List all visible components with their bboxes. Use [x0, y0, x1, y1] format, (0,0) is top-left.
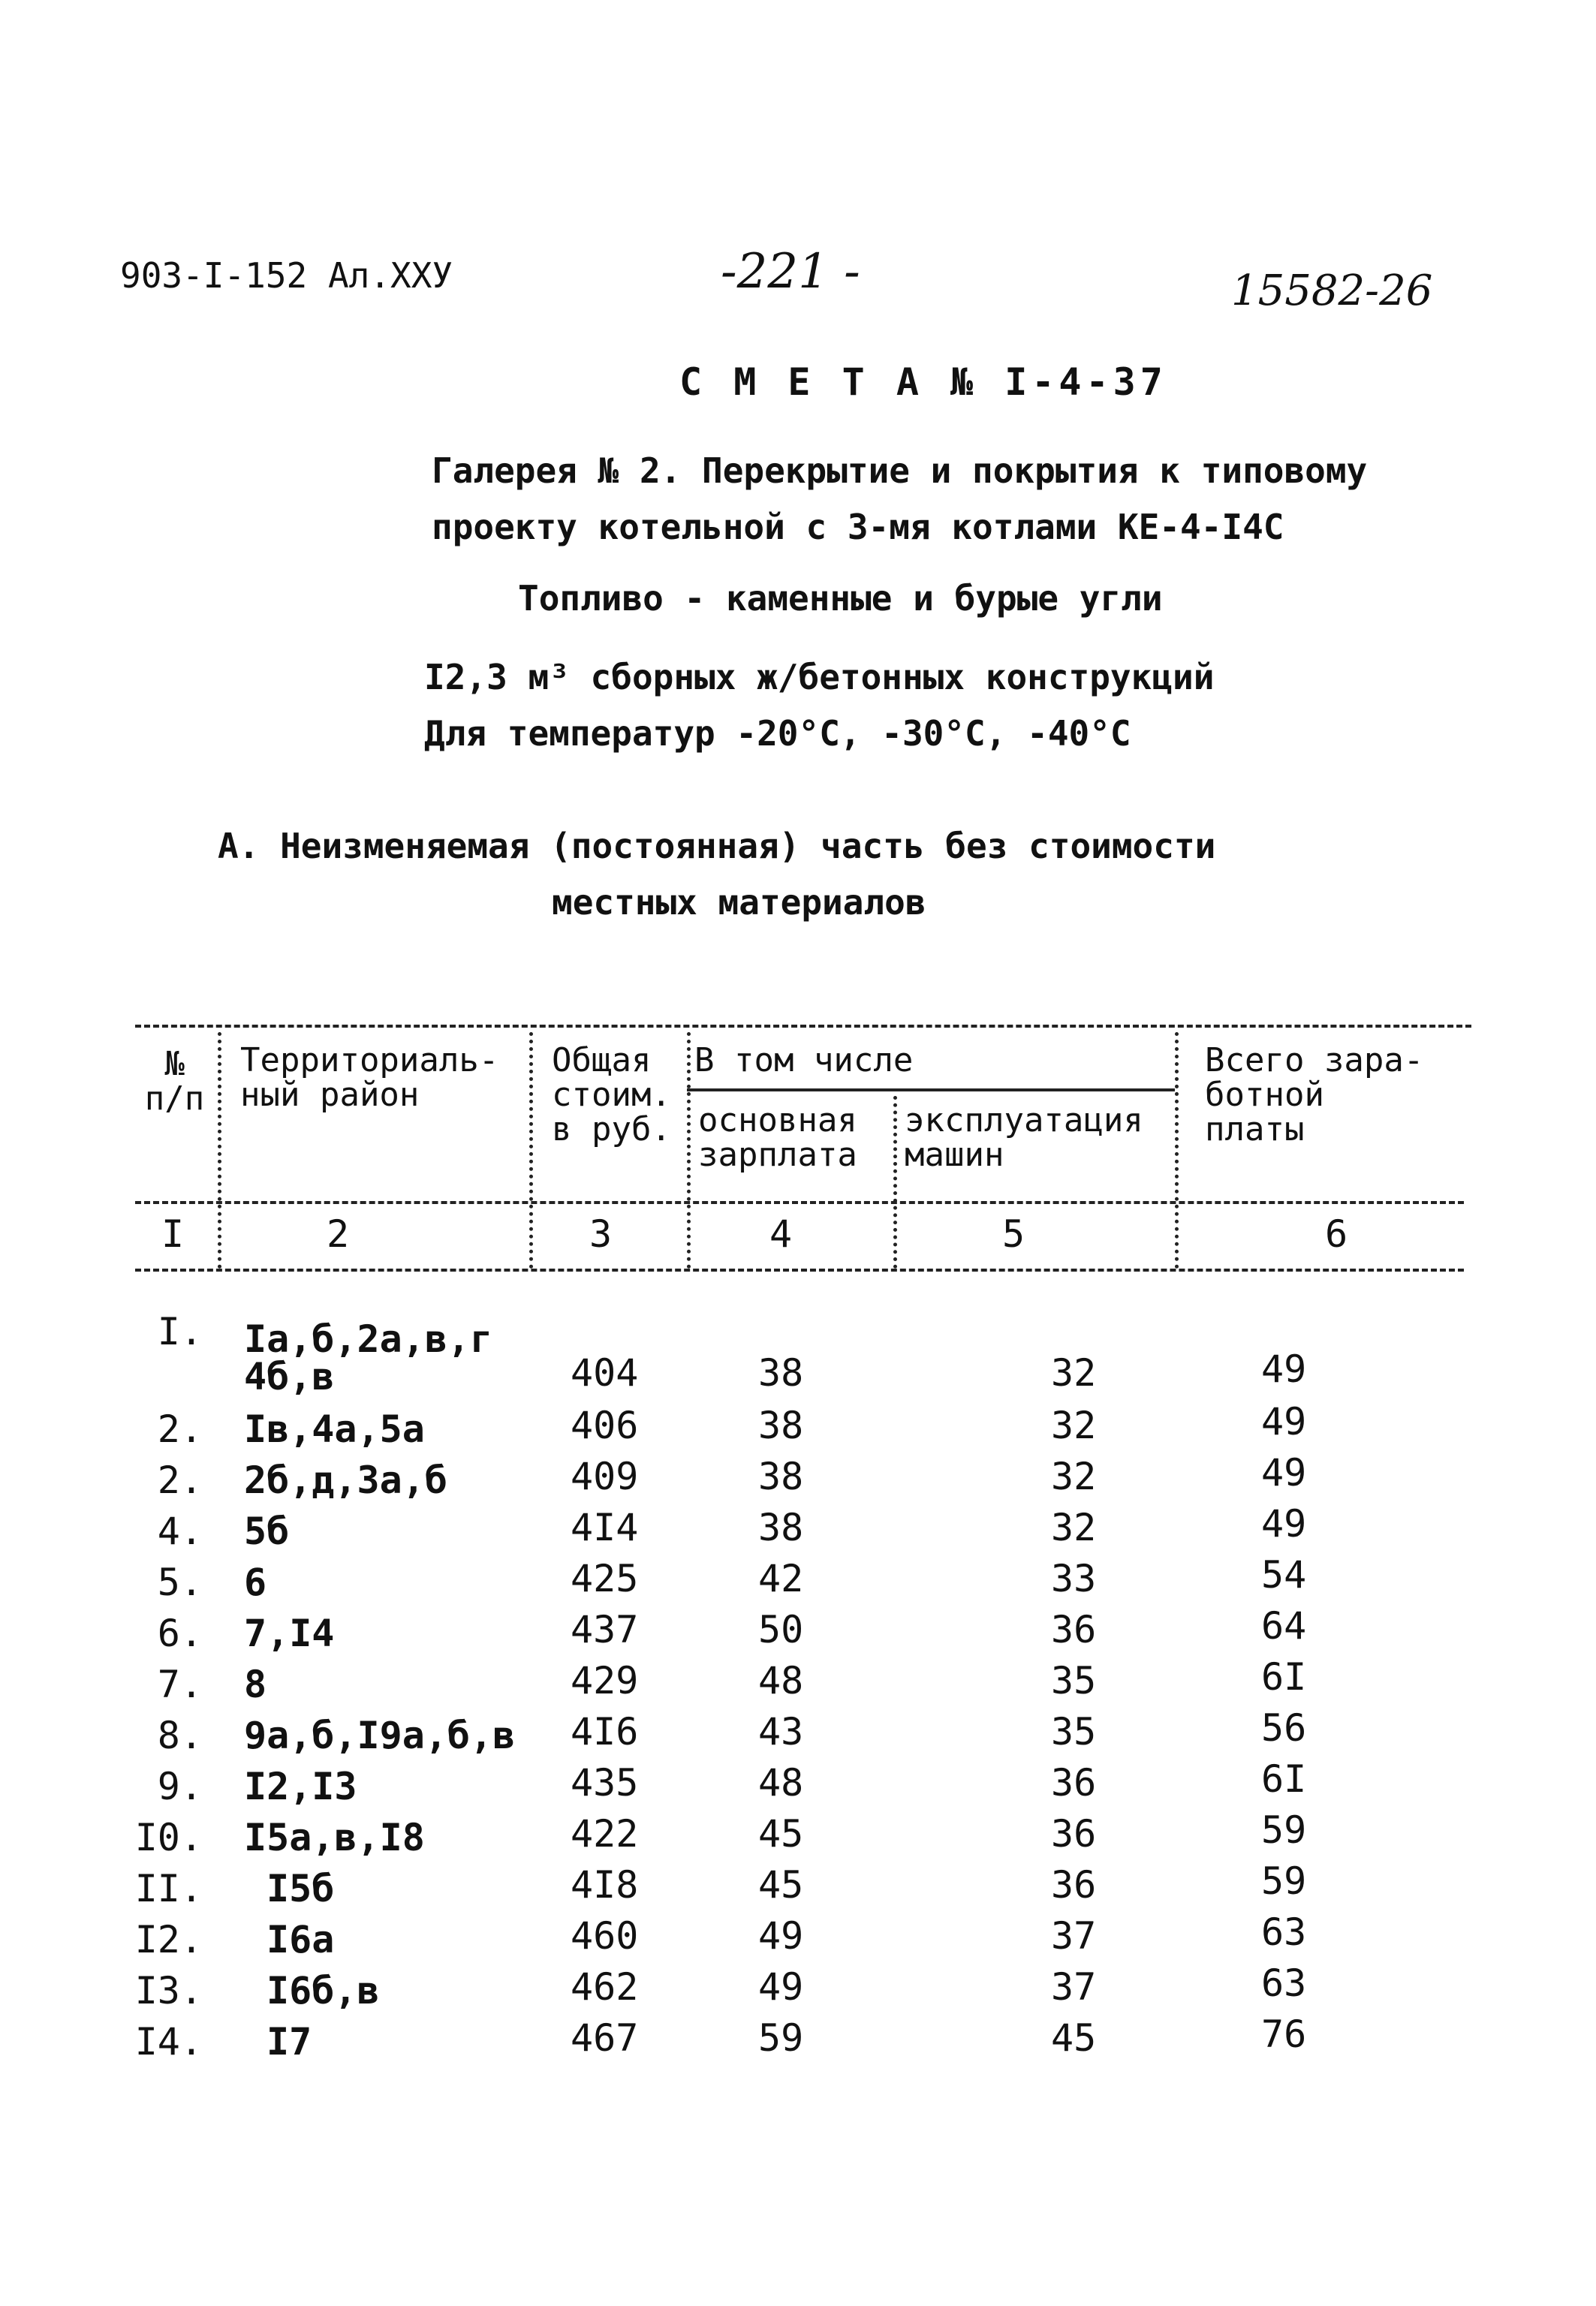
description-line-1: Галерея № 2. Перекрытие и покрытия к типовому — [432, 450, 1368, 491]
row-wage: 38 — [758, 1351, 804, 1395]
row-total-wage: 54 — [1261, 1553, 1307, 1597]
row-total: 422 — [571, 1812, 639, 1856]
row-region: I2,I3 — [244, 1765, 357, 1808]
header-machine-operation: эксплуатация машин — [905, 1101, 1143, 1174]
col-number-3: 3 — [589, 1212, 613, 1256]
row-total-wage: 6I — [1261, 1655, 1307, 1699]
row-wage: 59 — [758, 2016, 804, 2060]
row-total-wage: 63 — [1261, 1910, 1307, 1954]
row-machines: 45 — [1051, 2016, 1097, 2060]
row-wage: 48 — [758, 1659, 804, 1702]
row-region: I5б — [267, 1867, 335, 1910]
row-total-wage: 6I — [1261, 1757, 1307, 1801]
row-number: 2. — [157, 1407, 203, 1451]
incl-subheader-rule — [687, 1088, 1175, 1091]
row-total-wage: 59 — [1261, 1859, 1307, 1903]
row-machines: 36 — [1051, 1812, 1097, 1856]
col-divider-1 — [218, 1032, 221, 1269]
row-total-wage: 63 — [1261, 1961, 1307, 2005]
row-machines: 35 — [1051, 1710, 1097, 1754]
estimate-title: С М Е Т А № I-4-37 — [679, 360, 1167, 404]
row-wage: 49 — [758, 1914, 804, 1958]
header-region: Территориаль- ный район — [240, 1041, 499, 1114]
document-code: 903-I-152 Ал.XXУ — [120, 255, 453, 296]
row-region-cont: 4б,в — [244, 1355, 335, 1398]
row-wage: 48 — [758, 1761, 804, 1805]
row-machines: 37 — [1051, 1914, 1097, 1958]
page-number: -221 - — [721, 244, 860, 300]
row-region: 6 — [244, 1561, 267, 1604]
description-line-3: Топливо - каменные и бурые угли — [518, 578, 1163, 619]
section-heading-line-1: А. Неизменяемая (постоянная) часть без стоимости — [218, 826, 1216, 866]
row-total-wage: 64 — [1261, 1604, 1307, 1648]
row-region: Iа,б,2а,в,г — [244, 1317, 493, 1361]
row-region: 5б — [244, 1510, 290, 1553]
table-top-rule — [135, 1025, 1471, 1028]
col-divider-2 — [529, 1032, 533, 1269]
row-total: 429 — [571, 1659, 639, 1702]
row-total: 4I6 — [571, 1710, 639, 1754]
row-machines: 36 — [1051, 1608, 1097, 1651]
row-wage: 45 — [758, 1812, 804, 1856]
row-number: 4. — [157, 1510, 203, 1553]
row-wage: 38 — [758, 1404, 804, 1447]
row-region: 9а,б,I9а,б,в — [244, 1714, 516, 1757]
col-divider-3 — [687, 1032, 691, 1269]
row-total-wage: 56 — [1261, 1706, 1307, 1750]
row-total: 460 — [571, 1914, 639, 1958]
row-machines: 32 — [1051, 1455, 1097, 1498]
row-wage: 49 — [758, 1965, 804, 2009]
archive-number: 15582-26 — [1231, 266, 1433, 315]
row-total: 435 — [571, 1761, 639, 1805]
header-base-wage: основная зарплата — [698, 1101, 857, 1174]
row-wage: 42 — [758, 1557, 804, 1600]
row-number: 9. — [157, 1765, 203, 1808]
row-number: I0. — [134, 1816, 203, 1859]
row-total: 467 — [571, 2016, 639, 2060]
row-total-wage: 49 — [1261, 1451, 1307, 1495]
row-region: 8 — [244, 1663, 267, 1706]
row-number: I3. — [134, 1969, 203, 2012]
col-number-6: 6 — [1324, 1212, 1348, 1256]
description-line-5: Для температур -20°С, -30°С, -40°С — [424, 713, 1131, 754]
row-region: I6а — [267, 1918, 335, 1961]
row-machines: 35 — [1051, 1659, 1097, 1702]
row-machines: 37 — [1051, 1965, 1097, 2009]
row-number: I4. — [134, 2020, 203, 2064]
col-number-1: I — [161, 1212, 185, 1256]
header-no: № п/п — [144, 1045, 205, 1118]
row-region: 7,I4 — [244, 1612, 335, 1655]
row-total-wage: 49 — [1261, 1502, 1307, 1546]
row-wage: 38 — [758, 1506, 804, 1549]
row-number: 6. — [157, 1612, 203, 1655]
row-wage: 38 — [758, 1455, 804, 1498]
col-number-5: 5 — [1001, 1212, 1025, 1256]
row-number: II. — [134, 1867, 203, 1910]
row-total-wage: 49 — [1261, 1347, 1307, 1391]
header-including: В том числе — [694, 1041, 914, 1079]
row-total: 4I4 — [571, 1506, 639, 1549]
row-region: Iв,4а,5а — [244, 1407, 425, 1451]
row-total: 462 — [571, 1965, 639, 2009]
row-region: I7 — [267, 2020, 312, 2064]
header-total-wage: Всего зара- ботной платы — [1205, 1041, 1424, 1148]
row-machines: 36 — [1051, 1863, 1097, 1907]
description-line-4: I2,3 м³ сборных ж/бетонных конструкций — [424, 657, 1215, 697]
row-region: 2б,д,3а,б — [244, 1459, 447, 1502]
header-total: Общая стоим. в руб. — [552, 1041, 671, 1148]
row-number: I. — [157, 1310, 203, 1353]
row-region: I6б,в — [267, 1969, 380, 2012]
section-heading-line-2: местных материалов — [552, 882, 926, 923]
row-total: 404 — [571, 1351, 639, 1395]
row-total-wage: 59 — [1261, 1808, 1307, 1852]
row-machines: 32 — [1051, 1506, 1097, 1549]
colnum-bottom-rule — [135, 1269, 1464, 1272]
col-divider-5 — [1175, 1032, 1179, 1269]
row-machines: 36 — [1051, 1761, 1097, 1805]
row-machines: 32 — [1051, 1351, 1097, 1395]
row-total-wage: 49 — [1261, 1400, 1307, 1444]
row-total: 406 — [571, 1404, 639, 1447]
description-line-2: проекту котельной с 3-мя котлами КЕ-4-I4С — [432, 507, 1284, 547]
row-number: 7. — [157, 1663, 203, 1706]
col-number-2: 2 — [326, 1212, 350, 1256]
row-wage: 50 — [758, 1608, 804, 1651]
row-machines: 33 — [1051, 1557, 1097, 1600]
row-number: I2. — [134, 1918, 203, 1961]
row-number: 5. — [157, 1561, 203, 1604]
row-wage: 45 — [758, 1863, 804, 1907]
row-total-wage: 76 — [1261, 2012, 1307, 2056]
header-bottom-rule — [135, 1201, 1464, 1204]
row-total: 437 — [571, 1608, 639, 1651]
row-machines: 32 — [1051, 1404, 1097, 1447]
row-number: 8. — [157, 1714, 203, 1757]
row-wage: 43 — [758, 1710, 804, 1754]
row-number: 2. — [157, 1459, 203, 1502]
col-number-4: 4 — [769, 1212, 793, 1256]
row-region: I5а,в,I8 — [244, 1816, 425, 1859]
col-divider-4 — [893, 1096, 897, 1269]
row-total: 409 — [571, 1455, 639, 1498]
row-total: 425 — [571, 1557, 639, 1600]
row-total: 4I8 — [571, 1863, 639, 1907]
